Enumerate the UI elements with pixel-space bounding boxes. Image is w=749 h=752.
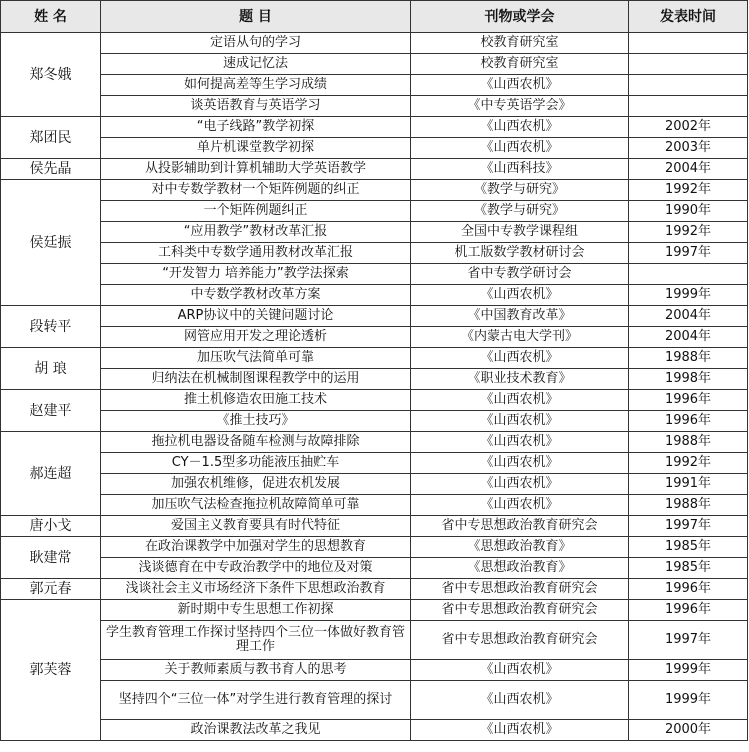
paper-title: 政治课教法改革之我见	[101, 720, 411, 741]
paper-title: 如何提高差等生学习成绩	[101, 75, 411, 96]
table-row	[1, 474, 748, 495]
table-row	[1, 264, 748, 285]
paper-title: “电子线路”教学初探	[101, 117, 411, 138]
paper-title: 推土机修造农田施工技术	[101, 390, 411, 411]
paper-title: 加强农机维修，促进农机发展	[101, 474, 411, 495]
publication-name: 《职业技术教育》	[411, 369, 629, 390]
publish-date: 1999年	[629, 660, 748, 681]
publish-date: 1996年	[629, 411, 748, 432]
publication-name: 《山西农机》	[411, 117, 629, 138]
table-row	[1, 180, 748, 201]
publication-name: 《教学与研究》	[411, 180, 629, 201]
table-row	[1, 348, 748, 369]
publication-name: 《山西农机》	[411, 411, 629, 432]
publication-name: 《内蒙古电大学刊》	[411, 327, 629, 348]
publish-date: 1992年	[629, 222, 748, 243]
table-row	[1, 201, 748, 222]
table-row	[1, 369, 748, 390]
paper-title: 坚持四个“三位一体”对学生进行教育管理的探讨	[101, 681, 411, 720]
publication-name: 《山西农机》	[411, 75, 629, 96]
header-publication: 刊物或学会	[411, 1, 629, 33]
publish-date: 1992年	[629, 180, 748, 201]
table-row	[1, 495, 748, 516]
publish-date	[629, 96, 748, 117]
paper-title: 单片机课堂教学初探	[101, 138, 411, 159]
author-name: 郭芙蓉	[1, 600, 101, 741]
paper-title: 拖拉机电器设备随车检测与故障排除	[101, 432, 411, 453]
publish-date: 1996年	[629, 579, 748, 600]
publication-name: 《山西农机》	[411, 495, 629, 516]
publication-name: 省中专思想政治教育研究会	[411, 600, 629, 621]
table-row	[1, 453, 748, 474]
publish-date: 1999年	[629, 681, 748, 720]
paper-title: “开发智力 培养能力”教学法探索	[101, 264, 411, 285]
table-row	[1, 243, 748, 264]
publish-date	[629, 54, 748, 75]
paper-title: 对中专数学教材一个矩阵例题的纠正	[101, 180, 411, 201]
paper-title: 中专数学教材改革方案	[101, 285, 411, 306]
author-name: 赵建平	[1, 390, 101, 432]
publish-date: 1990年	[629, 201, 748, 222]
publish-date: 2004年	[629, 159, 748, 180]
publish-date: 1996年	[629, 600, 748, 621]
publish-date: 1985年	[629, 537, 748, 558]
table-row	[1, 720, 748, 741]
table-row	[1, 327, 748, 348]
paper-title: 在政治课教学中加强对学生的思想教育	[101, 537, 411, 558]
table-row	[1, 432, 748, 453]
header-row	[1, 1, 748, 33]
paper-title: 归纳法在机械制图课程教学中的运用	[101, 369, 411, 390]
publication-name: 全国中专教学课程组	[411, 222, 629, 243]
author-name: 侯廷振	[1, 180, 101, 306]
table-row	[1, 558, 748, 579]
publication-name: 《思想政治教育》	[411, 537, 629, 558]
publish-date: 1998年	[629, 369, 748, 390]
publish-date: 1997年	[629, 243, 748, 264]
author-name: 郭元春	[1, 579, 101, 600]
paper-title: 谈英语教育与英语学习	[101, 96, 411, 117]
publication-name: 《中专英语学会》	[411, 96, 629, 117]
table-row	[1, 117, 748, 138]
publication-name: 省中专教学研讨会	[411, 264, 629, 285]
table-body	[1, 33, 748, 741]
paper-title: 《推土技巧》	[101, 411, 411, 432]
table-row	[1, 681, 748, 720]
author-name: 胡 琅	[1, 348, 101, 390]
header-date: 发表时间	[629, 1, 748, 33]
publish-date: 2004年	[629, 327, 748, 348]
table-row	[1, 96, 748, 117]
publish-date: 1996年	[629, 390, 748, 411]
author-name: 郑冬娥	[1, 33, 101, 117]
paper-title: CY－1.5型多功能液压抽贮车	[101, 453, 411, 474]
publish-date: 1985年	[629, 558, 748, 579]
paper-title: 爱国主义教育要具有时代特征	[101, 516, 411, 537]
publish-date: 1999年	[629, 285, 748, 306]
publish-date: 1992年	[629, 453, 748, 474]
publish-date: 1988年	[629, 348, 748, 369]
publish-date: 1991年	[629, 474, 748, 495]
paper-title: ARP协议中的关键问题讨论	[101, 306, 411, 327]
publication-name: 《山西农机》	[411, 681, 629, 720]
table-row	[1, 159, 748, 180]
paper-title: 加压吹气法检查拖拉机故障简单可靠	[101, 495, 411, 516]
table-row	[1, 660, 748, 681]
publication-name: 校教育研究室	[411, 54, 629, 75]
paper-title: 关于教师素质与教书育人的思考	[101, 660, 411, 681]
publish-date: 1997年	[629, 516, 748, 537]
publication-name: 《山西农机》	[411, 474, 629, 495]
author-name: 段转平	[1, 306, 101, 348]
table-row	[1, 138, 748, 159]
publication-name: 《山西农机》	[411, 453, 629, 474]
publication-name: 《山西农机》	[411, 390, 629, 411]
publication-name: 《思想政治教育》	[411, 558, 629, 579]
table-row	[1, 516, 748, 537]
publication-name: 《山西农机》	[411, 660, 629, 681]
publish-date: 1988年	[629, 495, 748, 516]
table-row	[1, 621, 748, 660]
table-row	[1, 537, 748, 558]
publish-date: 2000年	[629, 720, 748, 741]
publication-name: 省中专思想政治教育研究会	[411, 579, 629, 600]
paper-title: 新时期中专生思想工作初探	[101, 600, 411, 621]
table-row	[1, 33, 748, 54]
paper-title: 从投影辅助到计算机辅助大学英语教学	[101, 159, 411, 180]
publish-date: 2003年	[629, 138, 748, 159]
publication-name: 省中专思想政治教育研究会	[411, 516, 629, 537]
table-row	[1, 285, 748, 306]
author-name: 唐小戈	[1, 516, 101, 537]
author-name: 耿建常	[1, 537, 101, 579]
publication-name: 《山西农机》	[411, 432, 629, 453]
paper-title: 一个矩阵例题纠正	[101, 201, 411, 222]
paper-title: 定语从句的学习	[101, 33, 411, 54]
publish-date: 1997年	[629, 621, 748, 660]
publication-name: 校教育研究室	[411, 33, 629, 54]
publish-date	[629, 264, 748, 285]
publish-date: 2002年	[629, 117, 748, 138]
paper-title: 网管应用开发之理论透析	[101, 327, 411, 348]
table-row	[1, 75, 748, 96]
author-name: 侯先晶	[1, 159, 101, 180]
publish-date	[629, 75, 748, 96]
table-row	[1, 411, 748, 432]
publication-name: 《山西农机》	[411, 348, 629, 369]
table-row	[1, 306, 748, 327]
publish-date: 1988年	[629, 432, 748, 453]
author-name: 郝连超	[1, 432, 101, 516]
publication-name: 省中专思想政治教育研究会	[411, 621, 629, 660]
publication-name: 《中国教育改革》	[411, 306, 629, 327]
paper-title: “应用教学”教材改革汇报	[101, 222, 411, 243]
publication-name: 《教学与研究》	[411, 201, 629, 222]
paper-title: 速成记忆法	[101, 54, 411, 75]
paper-title: 浅谈社会主义市场经济下条件下思想政治教育	[101, 579, 411, 600]
paper-title: 浅谈德育在中专政治教学中的地位及对策	[101, 558, 411, 579]
header-name: 姓 名	[1, 1, 101, 33]
header-title: 题 目	[101, 1, 411, 33]
publish-date: 2004年	[629, 306, 748, 327]
table-row	[1, 222, 748, 243]
publication-name: 机工版数学教材研讨会	[411, 243, 629, 264]
author-name: 郑团民	[1, 117, 101, 159]
table-row	[1, 579, 748, 600]
publication-name: 《山西农机》	[411, 720, 629, 741]
table-row	[1, 390, 748, 411]
paper-title: 学生教育管理工作探讨坚持四个三位一体做好教育管理工作	[101, 621, 411, 660]
publication-name: 《山西农机》	[411, 285, 629, 306]
paper-title: 加压吹气法简单可靠	[101, 348, 411, 369]
paper-title: 工科类中专数学通用教材改革汇报	[101, 243, 411, 264]
table-row	[1, 600, 748, 621]
publication-name: 《山西科技》	[411, 159, 629, 180]
publication-name: 《山西农机》	[411, 138, 629, 159]
publish-date	[629, 33, 748, 54]
table-row	[1, 54, 748, 75]
